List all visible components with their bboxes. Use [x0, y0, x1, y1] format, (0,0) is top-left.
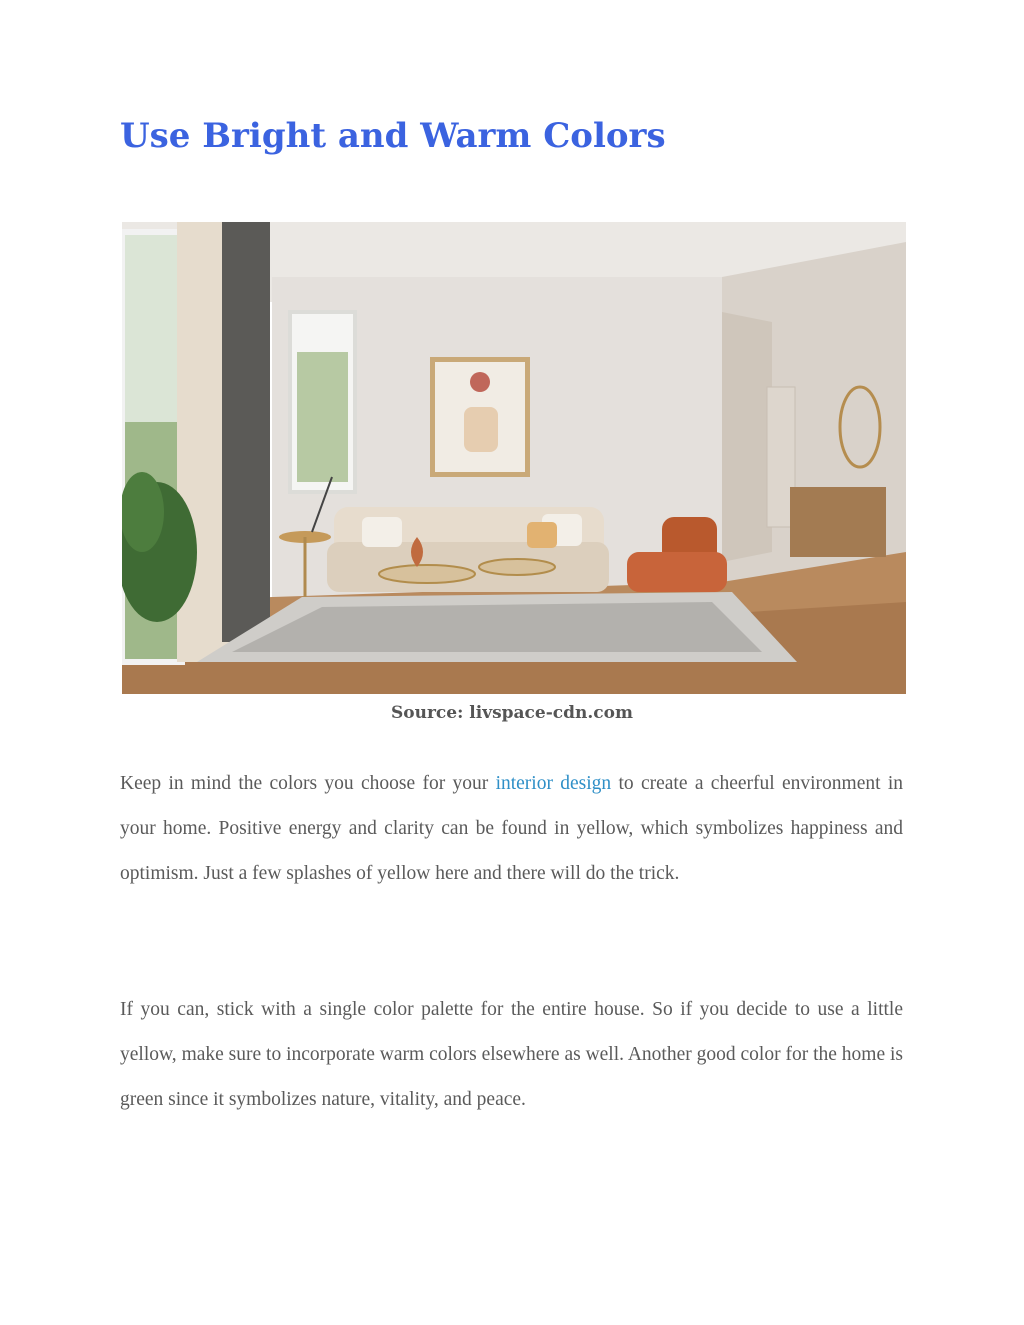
paragraph-1-text-start: Keep in mind the colors you choose for your: [120, 773, 496, 794]
body-paragraph-2: If you can, stick with a single color palette for the entire house. So if you decide to use a little yellow, make sure to incorporate warm colors elsewhere as well. Another good color for the home is green since it symbolizes nature, vitality, and peace.: [120, 999, 903, 1110]
living-room-photo: [122, 222, 906, 694]
article-heading: Use Bright and Warm Colors: [120, 116, 666, 156]
paragraph-1-text-end: to create a cheerful environment in your home. Positive energy and clarity can be found in yellow, which symbolizes happiness and optimism. Just a few splashes of yellow here and there will do the trick.: [120, 773, 903, 884]
body-paragraph-1: [120, 761, 903, 896]
interior-design-link[interactable]: interior design: [495, 773, 612, 794]
image-caption: Source: livspace-cdn.com: [391, 703, 633, 723]
